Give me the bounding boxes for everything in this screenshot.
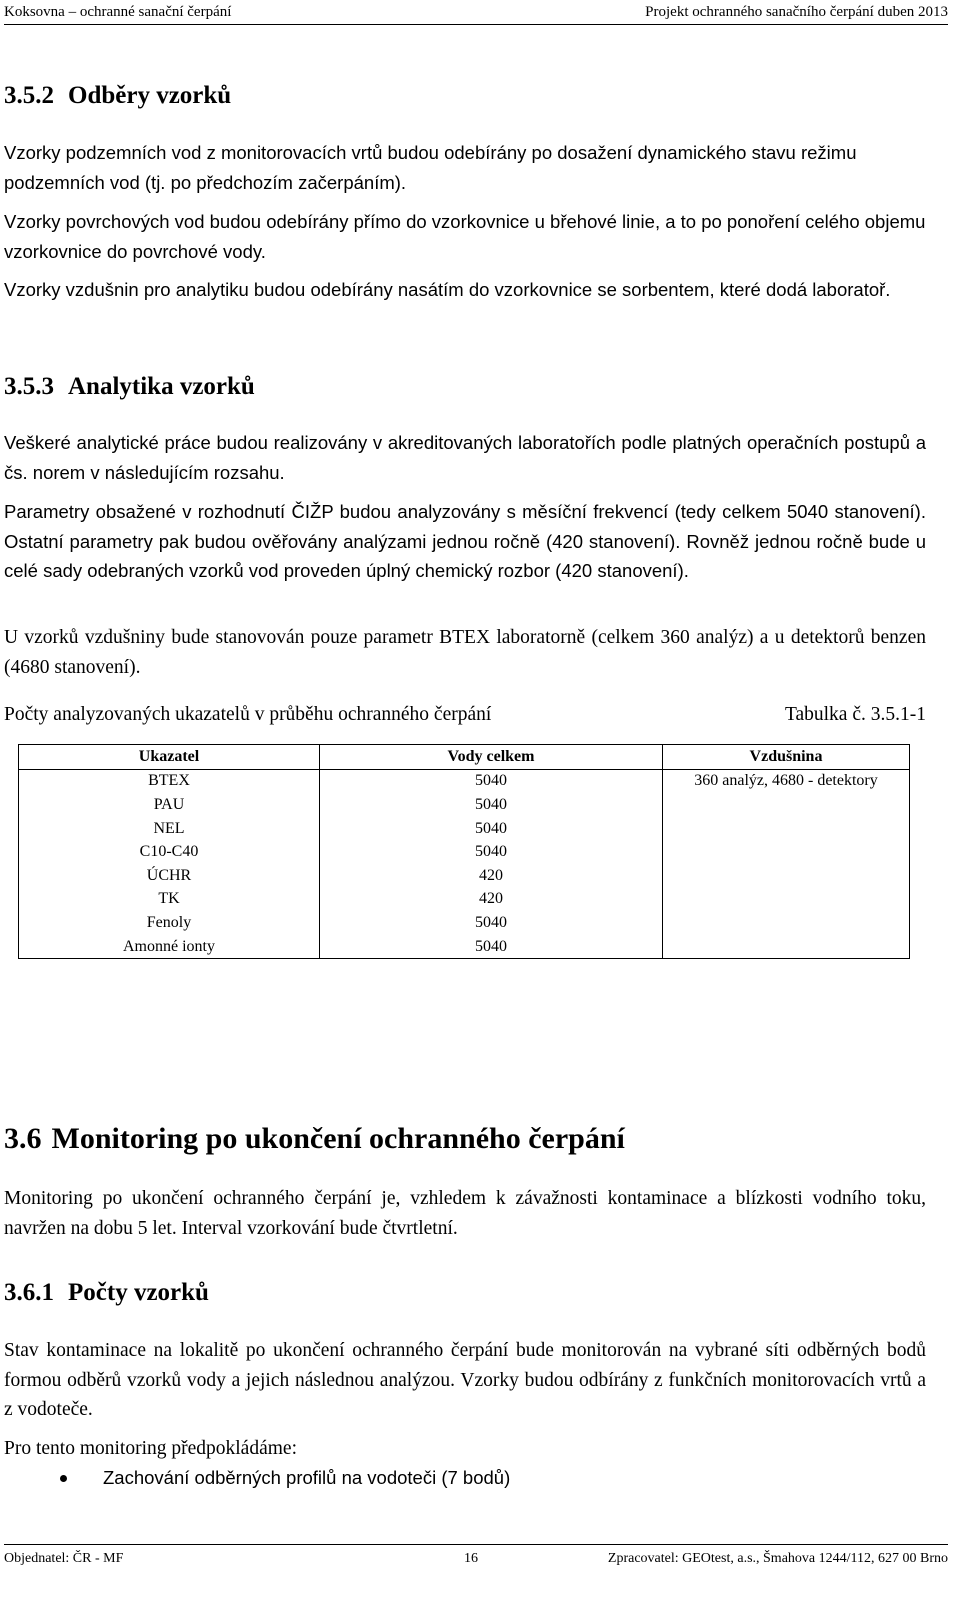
paragraph: Vzorky podzemních vod z monitorovacích vrtů budou odebírány po dosažení dynamického stavu režimu podzemních vod (tj. po předchozím začerpáním). <box>4 142 857 193</box>
table-cell: 360 analýz, 4680 - detektory <box>663 769 910 793</box>
table-cell: Fenoly <box>19 911 320 935</box>
header-left: Koksovna – ochranné sanační čerpání <box>4 3 232 20</box>
table-cell: NEL <box>19 817 320 841</box>
table-cell: TK <box>19 888 320 912</box>
section-title: Monitoring po ukončení ochranného čerpání <box>51 1122 625 1155</box>
table-caption <box>4 704 926 726</box>
table-cell <box>663 793 910 817</box>
analytes-table <box>18 744 910 959</box>
section-title: Analytika vzorků <box>68 373 255 400</box>
caption-text: Počty analyzovaných ukazatelů v průběhu ochranného čerpání <box>4 704 492 725</box>
heading-3-6-1 <box>4 1279 209 1307</box>
section-number: 3.5.2 <box>4 82 54 109</box>
footer-client: Objednatel: ČR - MF <box>4 1551 124 1566</box>
table-row <box>19 888 910 912</box>
paragraph: Vzorky povrchových vod budou odebírány přímo do vzorkovnice u břehové linie, a to po ponoření celého objemu vzorkovnice do povrchové vody. <box>4 211 926 262</box>
table-cell: 420 <box>320 864 663 888</box>
table-cell: 420 <box>320 888 663 912</box>
paragraph: Veškeré analytické práce budou realizovány v akreditovaných laboratořích podle platných operačních postupů a čs. norem v následujícím rozsahu. <box>4 432 926 483</box>
table-cell: 5040 <box>320 935 663 959</box>
heading-3-5-3 <box>4 373 255 401</box>
footer-processor: Zpracovatel: GEOtest, a.s., Šmahova 1244/112, 627 00 Brno <box>607 1551 948 1566</box>
section-number: 3.5.3 <box>4 373 54 400</box>
heading-3-6 <box>4 1122 625 1156</box>
table-row <box>19 935 910 959</box>
page-footer <box>4 1544 948 1573</box>
section-number: 3.6.1 <box>4 1279 54 1306</box>
header-right: Projekt ochranného sanačního čerpání duben 2013 <box>645 3 948 20</box>
table-header-row <box>19 745 910 770</box>
table-cell: ÚCHR <box>19 864 320 888</box>
table-cell: 5040 <box>320 840 663 864</box>
table-cell: 5040 <box>320 793 663 817</box>
table-row <box>19 864 910 888</box>
table-cell: PAU <box>19 793 320 817</box>
table-row <box>19 911 910 935</box>
table-row <box>19 769 910 793</box>
table-cell: C10-C40 <box>19 840 320 864</box>
table-cell <box>663 911 910 935</box>
section-title: Počty vzorků <box>68 1279 209 1306</box>
paragraph: U vzorků vzdušniny bude stanovován pouze parametr BTEX laboratorně (celkem 360 analýz) a u detektorů benzen (4680 stanovení). <box>4 627 926 678</box>
table-cell: Amonné ionty <box>19 935 320 959</box>
table-cell: BTEX <box>19 769 320 793</box>
table-number: Tabulka č. 3.5.1-1 <box>784 704 926 725</box>
table-cell <box>663 888 910 912</box>
table-cell <box>663 864 910 888</box>
heading-3-5-2 <box>4 82 231 110</box>
paragraph: Parametry obsažené v rozhodnutí ČIŽP budou analyzovány s měsíční frekvencí (tedy celkem 5040 stanovení). Ostatní parametry pak budou ověřovány analýzami jednou ročně (420 stanovení). Rovněž jednou ročně bude u celé sady odebraných vzorků vod proveden úplný chemický rozbor (420 stanovení). <box>4 501 926 581</box>
column-header: Ukazatel <box>19 745 320 770</box>
table-cell: 5040 <box>320 817 663 841</box>
paragraph: Stav kontaminace na lokalitě po ukončení ochranného čerpání bude monitorován na vybrané síti odběrných bodů formou odběrů vzorků vody a jejich následnou analýzou. Vzorky budou odbírány z funkčních monitorovacích vrtů a z vodoteče. <box>4 1340 926 1420</box>
table-cell: 5040 <box>320 911 663 935</box>
bullet-icon <box>60 1475 67 1482</box>
paragraph: Monitoring po ukončení ochranného čerpání je, vzhledem k závažnosti kontaminace a blízkosti vodního toku, navržen na dobu 5 let. Interval vzorkování bude čtvrtletní. <box>4 1188 926 1239</box>
section-number: 3.6 <box>4 1122 42 1155</box>
table-cell <box>663 935 910 959</box>
column-header: Vody celkem <box>320 745 663 770</box>
page-number: 16 <box>464 1551 478 1566</box>
bullet-item <box>60 1467 510 1489</box>
table-row <box>19 793 910 817</box>
section-title: Odběry vzorků <box>68 82 232 109</box>
paragraph: Vzorky vzdušnin pro analytiku budou odebírány nasátím do vzorkovnice se sorbentem, které dodá laboratoř. <box>4 279 891 300</box>
bullet-text: Zachování odběrných profilů na vodoteči (7 bodů) <box>103 1467 511 1488</box>
paragraph: Pro tento monitoring předpokládáme: <box>4 1438 297 1459</box>
table-row <box>19 840 910 864</box>
table-cell: 5040 <box>320 769 663 793</box>
column-header: Vzdušnina <box>663 745 910 770</box>
page-header <box>4 0 948 25</box>
table-cell <box>663 817 910 841</box>
table-cell <box>663 840 910 864</box>
table-row <box>19 817 910 841</box>
